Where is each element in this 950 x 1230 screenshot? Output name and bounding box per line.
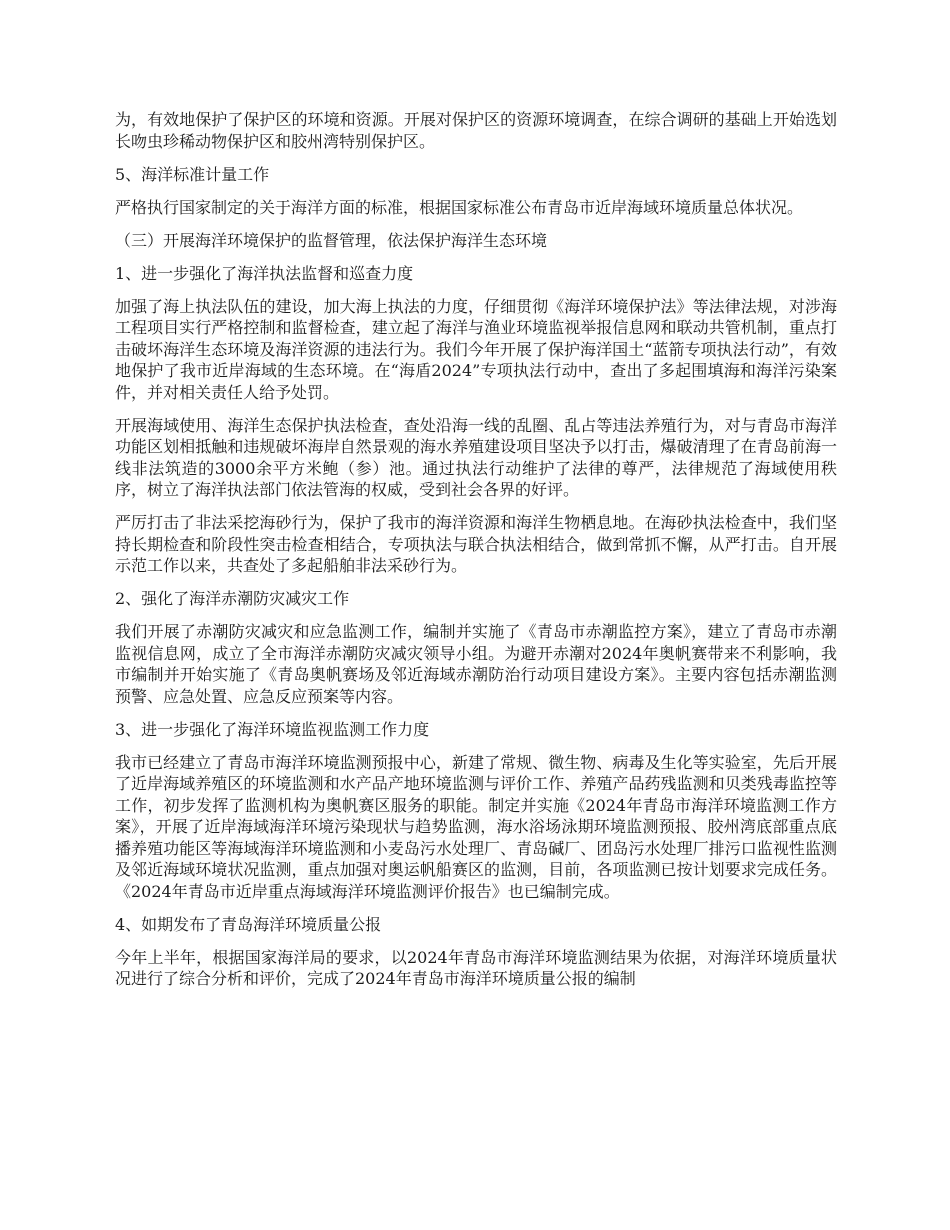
section-heading: 2、强化了海洋赤潮防灾减灾工作 — [115, 589, 350, 608]
section-heading: 1、进一步强化了海洋执法监督和巡查力度 — [115, 263, 414, 283]
paragraph: 今年上半年，根据国家海洋局的要求，以2024年青岛市海洋环境监测结果为依据，对海洋环境质量状况进行了综合分析和评价，完成了2024年青岛市海洋环境质量公报的编制 — [115, 947, 837, 988]
paragraph: 我市已经建立了青岛市海洋环境监测预报中心，新建了常规、微生物、病毒及生化等实验室，先后开展了近岸海域养殖区的环境监测和水产品产地环境监测与评价工作、养殖产品药残监测和贝类残毒监控等工作，初步发挥了监测机构为奥帆赛区服务的职能。制定并实施《2024年青岛市海洋环境监测工作方案》，开展了近岸海域海洋环境污染现状与趋势监测，海水浴场泳期环境监测预报、胶州湾底部重点底播养殖功能区等海域海洋环境监测和小麦岛污水处理厂、青岛碱厂、团岛污水处理厂排污口监视性监测及邻近海域环境状况监测，重点加强对奥运帆船赛区的监测，目前，各项监测已按计划要求完成任务。《2024年青岛市近岸重点海域海洋环境监测评价报告》也已编制完成。 — [115, 752, 837, 901]
section-heading: （三）开展海洋环境保护的监督管理，依法保护海洋生态环境 — [115, 230, 548, 250]
paragraph: 我们开展了赤潮防灾减灾和应急监测工作，编制并实施了《青岛市赤潮监控方案》，建立了青岛市赤潮监视信息网，成立了全市海洋赤潮防灾减灾领导小组。为避开赤潮对2024年奥帆赛带来不利影响，我市编制并开始实施了《青岛奥帆赛场及邻近海域赤潮防治行动项目建设方案》。主要内容包括赤潮监测预警、应急处置、应急反应预案等内容。 — [115, 622, 837, 706]
document-page — [115, 109, 837, 1001]
section-heading: 4、如期发布了青岛海洋环境质量公报 — [115, 914, 382, 934]
paragraph: 为，有效地保护了保护区的环境和资源。开展对保护区的资源环境调查，在综合调研的基础上开始选划长吻虫珍稀动物保护区和胶州湾特别保护区。 — [115, 110, 837, 151]
section-heading: 3、进一步强化了海洋环境监视监测工作力度 — [115, 719, 430, 739]
paragraph: 严格执行国家制定的关于海洋方面的标准，根据国家标准公布青岛市近岸海域环境质量总体状况。 — [115, 197, 804, 217]
paragraph: 开展海域使用、海洋生态保护执法检查，查处沿海一线的乱圈、乱占等违法养殖行为，对与青岛市海洋功能区划相抵触和违规破坏海岸自然景观的海水养殖建设项目坚决予以打击，爆破清理了在青岛前海一线非法筑造的3000余平方米鲍（参）池。通过执法行动维护了法律的尊严，法律规范了海域使用秩序，树立了海洋执法部门依法管海的权威，受到社会各界的好评。 — [115, 415, 837, 499]
section-heading: 5、海洋标准计量工作 — [115, 164, 270, 184]
paragraph: 严厉打击了非法采挖海砂行为，保护了我市的海洋资源和海洋生物栖息地。在海砂执法检查中，我们坚持长期检查和阶段性突击检查相结合，专项执法与联合执法相结合，做到常抓不懈，从严打击。自开展示范工作以来，共查处了多起船舶非法采砂行为。 — [115, 513, 837, 575]
paragraph: 加强了海上执法队伍的建设，加大海上执法的力度，仔细贯彻《海洋环境保护法》等法律法规，对涉海工程项目实行严格控制和监督检查，建立起了海洋与渔业环境监视举报信息网和联动共管机制，重点打击破坏海洋生态环境及海洋资源的违法行为。我们今年开展了保护海洋国土“蓝箭专项执法行动”，有效地保护了我市近岸海域的生态环境。在“海盾2024”专项执法行动中，查出了多起围填海和海洋污染案件，并对相关责任人给予处罚。 — [115, 296, 837, 402]
